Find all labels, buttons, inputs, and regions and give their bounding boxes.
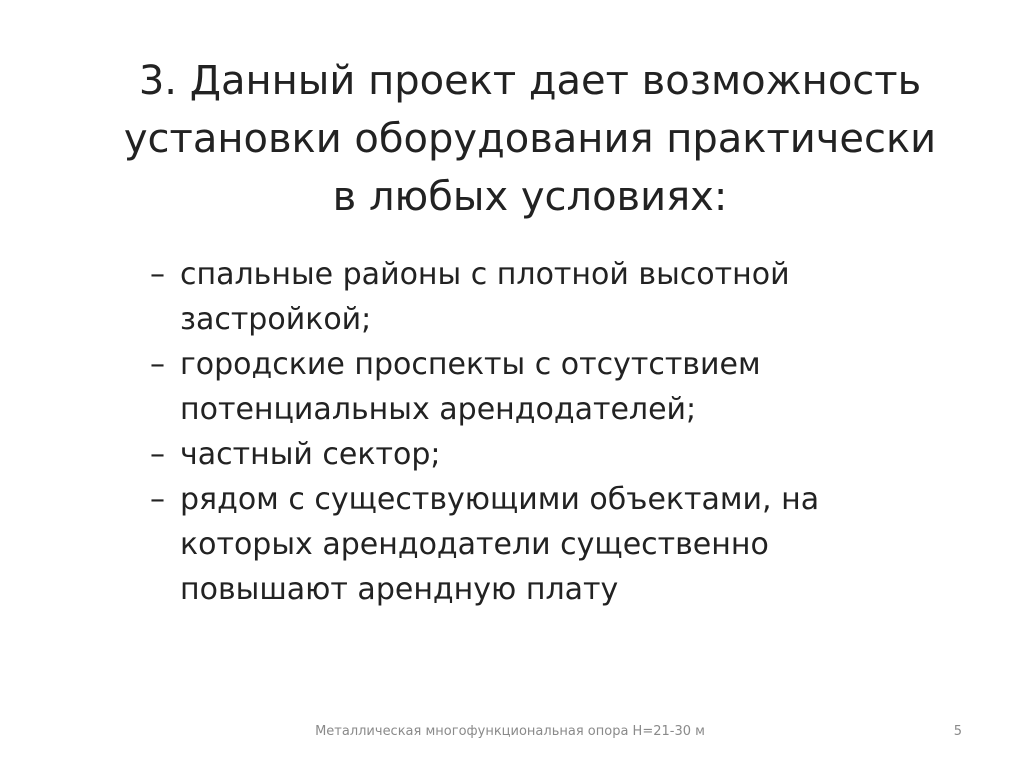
bullet-list — [150, 252, 910, 612]
bullet-item-2 — [150, 342, 910, 432]
slide-title — [90, 52, 970, 226]
slide-footer: Металлическая многофункциональная опора Н=21-30 м — [315, 724, 705, 739]
bullet-item-1 — [150, 252, 910, 342]
bullet-dash-icon: – — [150, 482, 165, 517]
bullet-dash-icon: – — [150, 437, 165, 472]
bullet-text: частный сектор; — [180, 437, 441, 472]
bullet-item-3 — [150, 432, 910, 477]
page-number: 5 — [953, 724, 962, 739]
slide-title-line-2: установки оборудования практически — [123, 116, 937, 162]
bullet-item-4 — [150, 477, 910, 612]
bullet-text: спальные районы с плотной высотной застройкой; — [180, 257, 790, 337]
slide-title-line-3: в любых условиях: — [332, 174, 728, 220]
bullet-text: рядом с существующими объектами, на которых арендодатели существенно повышают арендную плату — [180, 482, 820, 607]
bullet-dash-icon: – — [150, 257, 165, 292]
bullet-dash-icon: – — [150, 347, 165, 382]
slide-title-line-1: 3. Данный проект дает возможность — [138, 58, 922, 104]
bullet-text: городские проспекты с отсутствием потенциальных арендодателей; — [180, 347, 761, 427]
